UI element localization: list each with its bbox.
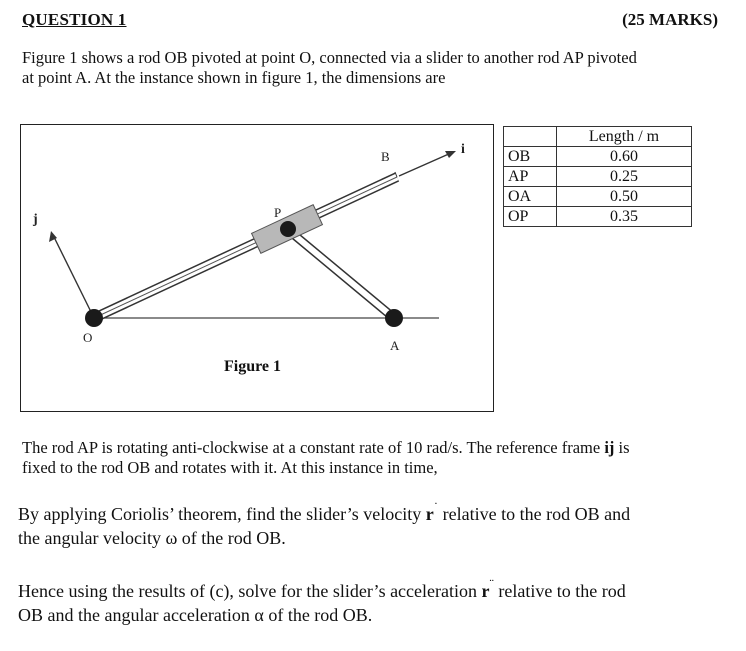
- dimensions-table: [503, 126, 692, 227]
- table-cell-name: OA: [504, 187, 557, 207]
- label-j: j: [33, 212, 38, 227]
- r-dot-symbol: ˙: [433, 499, 439, 514]
- j-axis-line: [53, 235, 94, 318]
- paragraph-1-line-2: fixed to the rod OB and rotates with it. At this instance in time,: [22, 458, 438, 477]
- intro-text: [22, 48, 722, 88]
- ij-frame-symbol: ij: [604, 438, 615, 457]
- table-row: [504, 167, 692, 187]
- label-p: P: [274, 205, 282, 220]
- table-cell-name: OB: [504, 147, 557, 167]
- intro-line-1: Figure 1 shows a rod OB pivoted at point O, connected via a slider to another rod AP pivoted: [22, 48, 637, 67]
- rod-ap: [287, 229, 394, 318]
- question-part-acceleration: [18, 574, 728, 627]
- pin-p: [280, 221, 296, 237]
- mechanism-diagram: [21, 125, 495, 413]
- table-row: [504, 187, 692, 207]
- label-i: i: [461, 142, 465, 157]
- r-symbol: r: [425, 504, 434, 524]
- r-double-dot-symbol: ¨: [489, 576, 494, 591]
- paragraph-3-line-1: [18, 574, 728, 603]
- pivot-a: [385, 309, 403, 327]
- p2-line1-end: relative to the rod OB and: [438, 504, 631, 524]
- paragraph-1-line-1: [22, 438, 724, 458]
- table-cell-name: AP: [504, 167, 557, 187]
- paragraph-2-line-1: [18, 497, 728, 526]
- intro-line-2: at point A. At the instance shown in figure 1, the dimensions are: [22, 68, 446, 87]
- p2-line1-start: By applying Coriolis’ theorem, find the slider’s velocity: [18, 504, 426, 524]
- paragraph-2-line-2: the angular velocity ω of the rod OB.: [18, 528, 286, 548]
- table-header-blank: [504, 127, 557, 147]
- i-axis-line: [399, 153, 451, 176]
- table-cell-name: OP: [504, 207, 557, 227]
- table-cell-value: 0.60: [557, 147, 692, 167]
- paragraph-3-line-2: OB and the angular acceleration α of the rod OB.: [18, 605, 373, 625]
- p3-line1-start: Hence using the results of (c), solve for the slider’s acceleration: [18, 581, 482, 601]
- p1-line1-end: is: [614, 438, 630, 457]
- label-a: A: [390, 338, 400, 353]
- p1-line1-start: The rod AP is rotating anti-clockwise at a constant rate of 10 rad/s. The reference frame: [22, 438, 605, 457]
- p3-line1-end: relative to the rod: [493, 581, 626, 601]
- pivot-o: [85, 309, 103, 327]
- rod-ob: [94, 172, 397, 318]
- table-cell-value: 0.35: [557, 207, 692, 227]
- table-row: [504, 207, 692, 227]
- label-o: O: [83, 330, 93, 345]
- question-part-velocity: [18, 497, 728, 550]
- question-title: QUESTION 1: [22, 10, 127, 29]
- table-row: [504, 147, 692, 167]
- table-cell-value: 0.50: [557, 187, 692, 207]
- paragraph-rod-ap: [22, 438, 724, 478]
- question-marks: (25 MARKS): [622, 10, 718, 29]
- table-header-length: Length / m: [557, 127, 692, 147]
- table-cell-value: 0.25: [557, 167, 692, 187]
- figure-1: [20, 124, 494, 412]
- figure-caption: Figure 1: [224, 358, 282, 375]
- r-symbol: r: [481, 581, 490, 601]
- label-b: B: [381, 149, 390, 164]
- table-header-row: [504, 127, 692, 147]
